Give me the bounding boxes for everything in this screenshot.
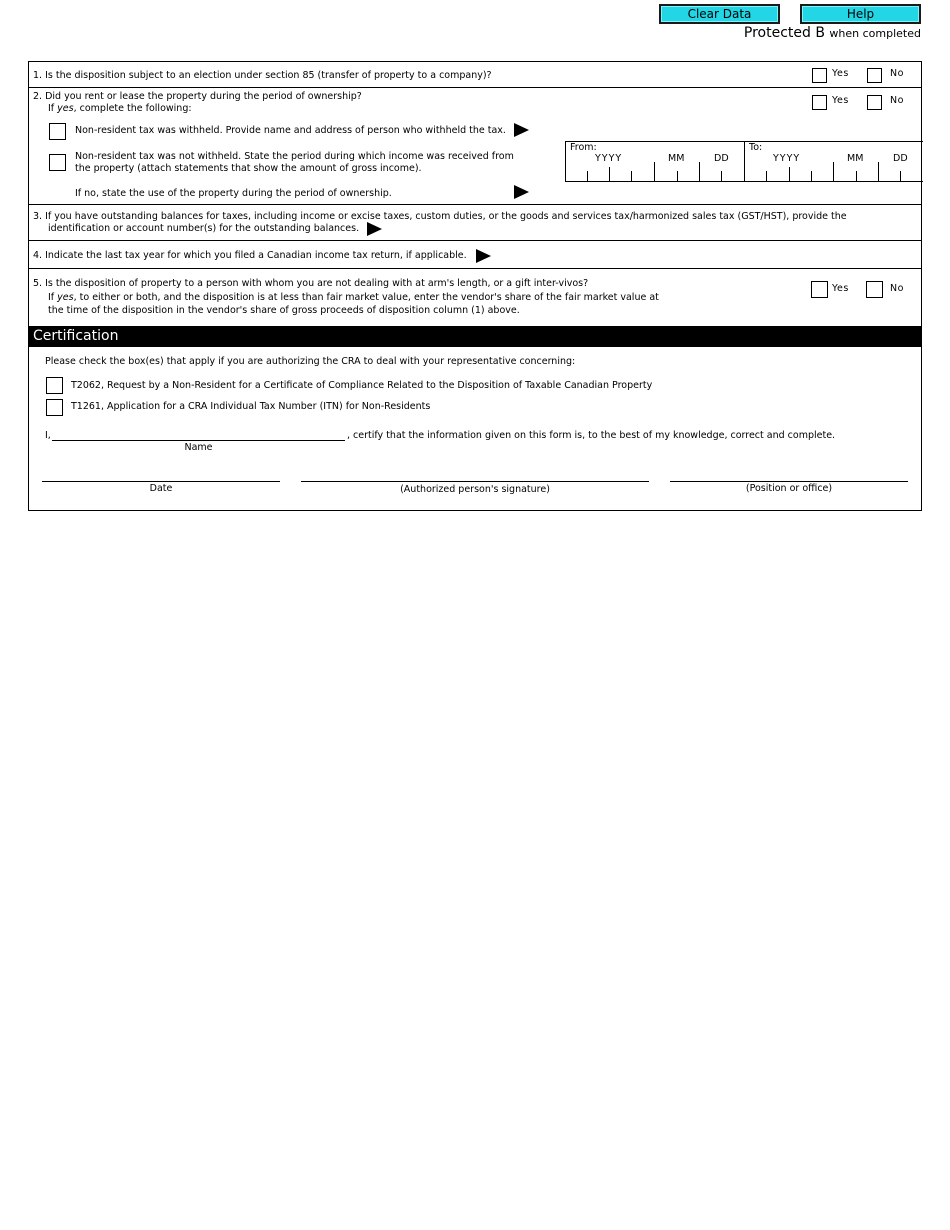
q1-yes-checkbox[interactable] xyxy=(812,68,827,83)
q2-if-suffix: , complete the following: xyxy=(73,103,192,114)
certify-text: , certify that the information given on this form is, to the best of my knowledge, correct and complete. xyxy=(347,430,836,441)
to-label: To: xyxy=(749,142,763,153)
q1-no-label: No xyxy=(890,68,904,79)
question-3-text-2: identification or account number(s) for the outstanding balances. xyxy=(48,223,360,234)
question-5-text: 5. Is the disposition of property to a person with whom you are not dealing with at arm's length, or a gift inter-vivos? xyxy=(33,278,589,289)
q2-no-checkbox[interactable] xyxy=(867,95,882,110)
date-tick xyxy=(677,171,678,181)
certification-header: Certification xyxy=(29,326,921,347)
tax-not-withheld-checkbox[interactable] xyxy=(49,154,66,171)
divider xyxy=(29,268,921,269)
from-label: From: xyxy=(570,142,597,153)
date-tick xyxy=(900,171,901,181)
date-tick xyxy=(631,171,632,181)
signature-field[interactable] xyxy=(301,481,649,482)
q5-if-suffix: , to either or both, and the disposition is at less than fair market value, enter the vendor's share of the fair market value at xyxy=(73,292,659,303)
t1261-label: T1261, Application for a CRA Individual Tax Number (ITN) for Non-Residents xyxy=(71,401,431,412)
q1-yes-label: Yes xyxy=(832,68,849,79)
question-2-subtext xyxy=(48,103,192,115)
q2-yes-italic: yes xyxy=(57,103,74,114)
from-mm-label: MM xyxy=(668,153,685,164)
if-no-text: If no, state the use of the property during the period of ownership. xyxy=(75,188,392,199)
q1-no-checkbox[interactable] xyxy=(867,68,882,83)
divider xyxy=(29,87,921,88)
date-label: Date xyxy=(149,483,173,494)
to-mm-label: MM xyxy=(847,153,864,164)
i-prefix: I, xyxy=(45,430,51,441)
q5-yes-italic: yes xyxy=(57,292,74,303)
q5-if-prefix: If xyxy=(48,292,58,303)
question-5-text-2 xyxy=(48,292,659,304)
date-tick xyxy=(789,167,790,181)
q5-no-label: No xyxy=(890,283,904,294)
protected-text: Protected B xyxy=(743,25,825,41)
date-tick xyxy=(699,162,700,181)
arrow-right-icon xyxy=(514,185,529,199)
q2-yes-checkbox[interactable] xyxy=(812,95,827,110)
from-yyyy-label: YYYY xyxy=(595,153,623,164)
date-tick xyxy=(609,167,610,181)
date-divider xyxy=(744,141,745,182)
date-tick xyxy=(766,171,767,181)
q2-if-prefix: If xyxy=(48,103,58,114)
arrow-right-icon xyxy=(514,123,529,137)
date-tick xyxy=(654,162,655,181)
signature-label: (Authorized person's signature) xyxy=(400,484,550,495)
name-field[interactable] xyxy=(52,440,345,441)
date-field[interactable] xyxy=(42,481,280,482)
q2-no-label: No xyxy=(890,95,904,106)
from-dd-label: DD xyxy=(714,153,729,164)
position-label: (Position or office) xyxy=(745,483,833,494)
q2-yes-label: Yes xyxy=(832,95,849,106)
t1261-checkbox[interactable] xyxy=(46,399,63,416)
date-tick xyxy=(811,171,812,181)
position-field[interactable] xyxy=(670,481,908,482)
q5-yes-checkbox[interactable] xyxy=(811,281,828,298)
question-1-text: 1. Is the disposition subject to an election under section 85 (transfer of property to a company)? xyxy=(33,70,492,81)
protected-suffix: when completed xyxy=(829,27,921,40)
tax-withheld-checkbox[interactable] xyxy=(49,123,66,140)
question-2-text: 2. Did you rent or lease the property during the period of ownership? xyxy=(33,91,362,102)
question-3-text: 3. If you have outstanding balances for taxes, including income or excise taxes, custom duties, or the goods and services tax/harmonized sales tax (GST/HST), provide the xyxy=(33,211,847,222)
date-tick xyxy=(721,171,722,181)
name-label: Name xyxy=(184,442,213,453)
to-yyyy-label: YYYY xyxy=(773,153,801,164)
date-tick xyxy=(856,171,857,181)
to-dd-label: DD xyxy=(893,153,908,164)
divider xyxy=(29,240,921,241)
t2062-label: T2062, Request by a Non-Resident for a Certificate of Compliance Related to the Disposition of Taxable Canadian Property xyxy=(71,380,653,391)
date-tick xyxy=(833,162,834,181)
question-4-text: 4. Indicate the last tax year for which you filed a Canadian income tax return, if applicable. xyxy=(33,250,467,261)
divider xyxy=(29,204,921,205)
tax-not-withheld-text-2: the property (attach statements that show the amount of gross income). xyxy=(75,163,422,174)
tax-withheld-text: Non-resident tax was withheld. Provide name and address of person who withheld the tax. xyxy=(75,125,506,136)
form-section xyxy=(28,61,922,511)
date-tick xyxy=(878,162,879,181)
certification-intro: Please check the box(es) that apply if you are authorizing the CRA to deal with your representative concerning: xyxy=(45,356,576,367)
tax-not-withheld-text-1: Non-resident tax was not withheld. State the period during which income was received from xyxy=(75,151,514,162)
t2062-checkbox[interactable] xyxy=(46,377,63,394)
clear-data-button[interactable]: Clear Data xyxy=(659,4,780,24)
protected-b-label xyxy=(744,25,921,41)
q5-no-checkbox[interactable] xyxy=(866,281,883,298)
question-5-text-3: the time of the disposition in the vendor's share of gross proceeds of disposition column (1) above. xyxy=(48,305,520,316)
help-button[interactable]: Help xyxy=(800,4,921,24)
q5-yes-label: Yes xyxy=(832,283,849,294)
arrow-right-icon xyxy=(476,249,491,263)
arrow-right-icon xyxy=(367,222,382,236)
date-tick xyxy=(587,171,588,181)
